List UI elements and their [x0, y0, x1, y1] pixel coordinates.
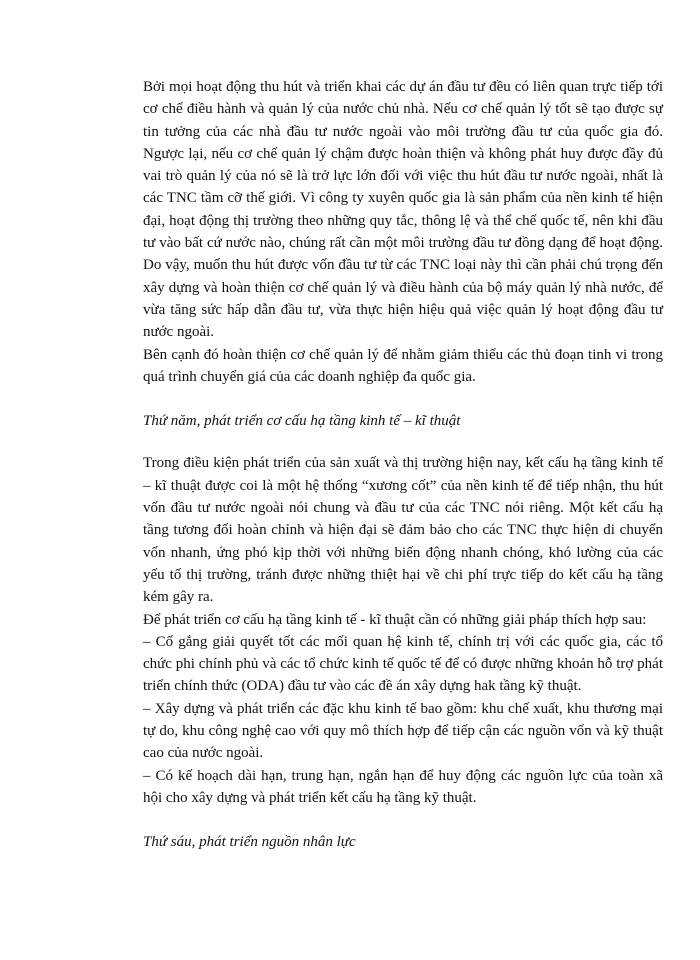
list-item-planning: – Có kế hoạch dài hạn, trung hạn, ngắn hạn để huy động các nguồn lực của toàn xã hội cho xây dựng và phát triển kết cấu hạ tầng kỹ thuật.	[143, 767, 663, 806]
paragraph-investment-management: Bởi mọi hoạt động thu hút và triển khai các dự án đầu tư đều có liên quan trực tiếp tới cơ chế điều hành và quản lý của nước chủ nhà. Nếu cơ chế quản lý tốt sẽ tạo được sự tin tưởng của các nhà đầu tư nước ngoài vào môi trường đầu tư của quốc gia đó. Ngược lại, nếu cơ chế quản lý chậm được hoàn thiện và không phát huy được đầy đủ vai trò quản lý của nó sẽ là trở lực lớn đối với việc thu hút đầu tư nước ngoài, nhất là các TNC tầm cỡ thế giới. Vì công ty xuyên quốc gia là sản phẩm của nền kinh tế hiện đại, hoạt động thị trường theo những quy tắc, thông lệ và thể chế quốc tế, nên khi đầu tư vào bất cứ nước nào, chúng rất cần một môi trường đầu tư đồng dạng để hoạt động. Do vậy, muốn thu hút được vốn đầu tư từ các TNC loại này thì cần phải chú trọng đến xây dựng và hoàn thiện cơ chế quản lý và điều hành của bộ máy quản lý nhà nước, để vừa tăng sức hấp dẫn đầu tư, vừa thực hiện hiệu quả việc quản lý hoạt động đầu tư nước ngoài.	[143, 79, 663, 341]
document-page	[143, 76, 663, 874]
paragraph-transfer-pricing: Bên cạnh đó hoàn thiện cơ chế quản lý để nhằm giảm thiểu các thủ đoạn tinh vi trong quá trình chuyển giá của các doanh nghiệp đa quốc gia.	[143, 346, 663, 385]
section-heading-fifth: Thứ năm, phát triển cơ cấu hạ tầng kinh tế – kĩ thuật	[143, 413, 461, 430]
list-item-oda: – Cố gắng giải quyết tốt các mối quan hệ kinh tế, chính trị với các quốc gia, các tổ chức phi chính phủ và các tổ chức kinh tế quốc tế để có được những khoản hỗ trợ phát triển chính thức (ODA) đầu tư vào các đề án xây dựng hak tầng kỹ thuật.	[143, 633, 663, 695]
paragraph-infrastructure-solutions: Để phát triển cơ cấu hạ tầng kinh tế - kĩ thuật cần có những giải pháp thích hợp sau:	[143, 611, 647, 628]
paragraph-infrastructure-intro: Trong điều kiện phát triển của sản xuất và thị trường hiện nay, kết cấu hạ tầng kinh tế – kĩ thuật được coi là một hệ thống “xương cốt” của nền kinh tế để tiếp nhận, thu hút vốn đầu tư nước ngoài nói chung và đầu tư của các TNC nói riêng. Một kết cấu hạ tầng tương đối hoàn chỉnh và hiện đại sẽ đảm bảo cho các TNC thực hiện di chuyển vốn nhanh, ứng phó kịp thời với những biến động nhanh chóng, khó lường của các yếu tố thị trường, tránh được những thiệt hại về chi phí trực tiếp do kết cấu hạ tầng kém gây ra.	[143, 455, 663, 606]
section-heading-sixth: Thứ sáu, phát triển nguồn nhân lực	[143, 834, 356, 851]
list-item-economic-zones: – Xây dựng và phát triển các đặc khu kinh tế bao gồm: khu chế xuất, khu thương mại tự do, khu công nghệ cao với quy mô thích hợp để tiếp cận các nguồn vốn và kỹ thuật cao của nước ngoài.	[143, 700, 663, 762]
